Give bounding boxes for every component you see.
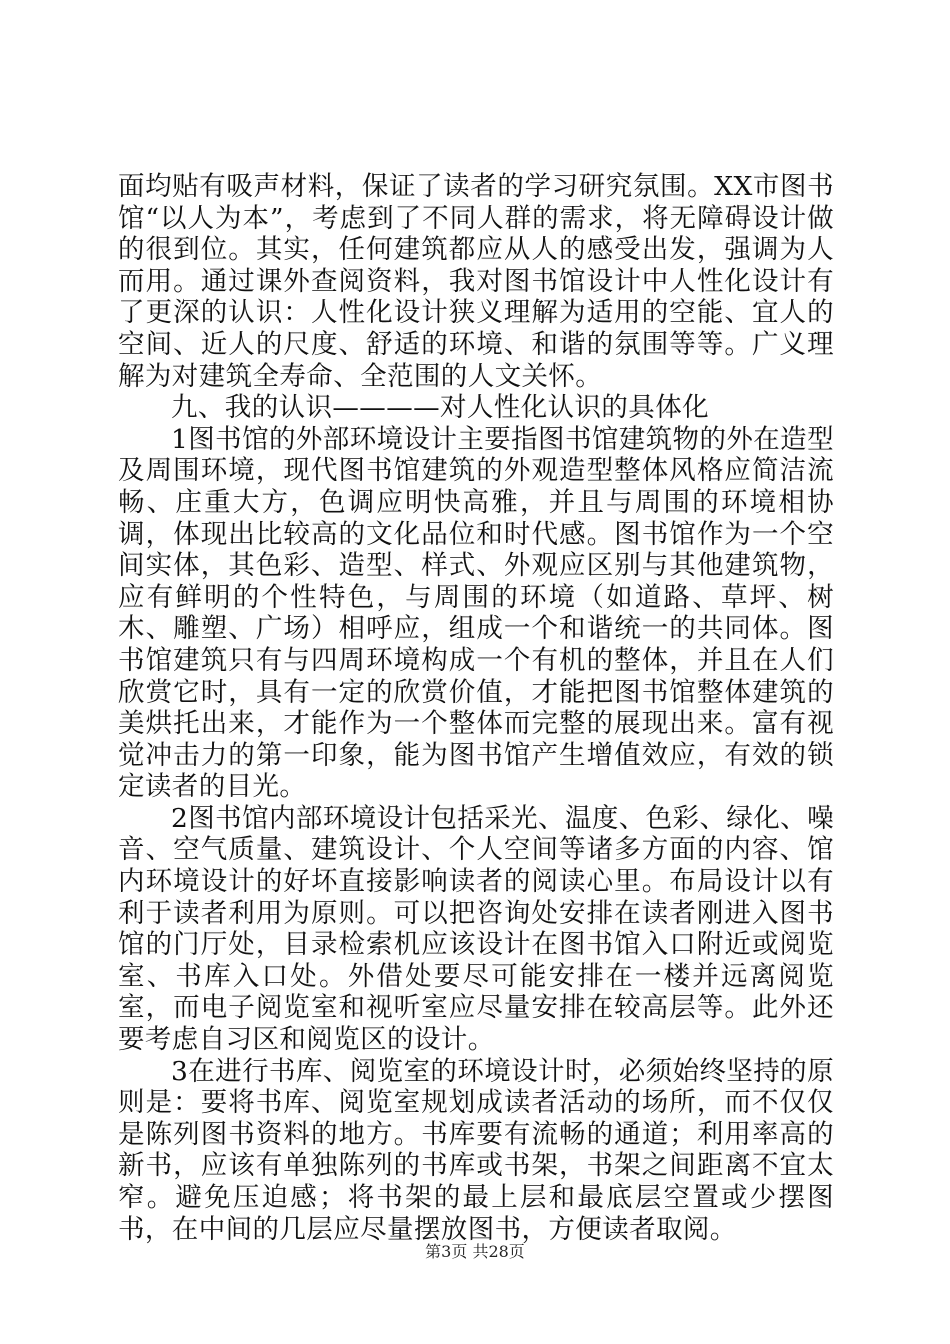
page-number-footer: 第3页 共28页: [425, 1242, 525, 1261]
paragraph-5: 3在进行书库、阅览室的环境设计时，必须始终坚持的原则是：要将书库、阅览室规划成读者活动的场所，而不仅仅是陈列图书资料的地方。书库要有流畅的通道；利用率高的新书，应该有单独陈列的书库或书架，书架之间距离不宜太窄。避免压迫感；将书架的最上层和最底层空置或少摆图书，在中间的几层应尽量摆放图书，方便读者取阅。: [118, 1055, 834, 1245]
document-body: [118, 171, 834, 1245]
paragraph-3: 1图书馆的外部环境设计主要指图书馆建筑物的外在造型及周围环境，现代图书馆建筑的外观造型整体风格应简洁流畅、庄重大方，色调应明快高雅，并且与周围的环境相协调，体现出比较高的文化品位和时代感。图书馆作为一个空间实体，其色彩、造型、样式、外观应区别与其他建筑物，应有鲜明的个性特色，与周围的环境（如道路、草坪、树木、雕塑、广场）相呼应，组成一个和谐统一的共同体。图书馆建筑只有与四周环境构成一个有机的整体，并且在人们欣赏它时，具有一定的欣赏价值，才能把图书馆整体建筑的美烘托出来，才能作为一个整体而完整的展现出来。富有视觉冲击力的第一印象，能为图书馆产生增值效应，有效的锁定读者的目光。: [118, 423, 834, 803]
paragraph-4: 2图书馆内部环境设计包括采光、温度、色彩、绿化、噪音、空气质量、建筑设计、个人空间等诸多方面的内容、馆内环境设计的好坏直接影响读者的阅读心里。布局设计以有利于读者利用为原则。可以把咨询处安排在读者刚进入图书馆的门厅处，目录检索机应该设计在图书馆入口附近或阅览室、书库入口处。外借处要尽可能安排在一楼并远离阅览室，而电子阅览室和视听室应尽量安排在较高层等。此外还要考虑自习区和阅览区的设计。: [118, 802, 834, 1056]
paragraph-1: 面均贴有吸声材料，保证了读者的学习研究氛围。XX市图书馆“以人为本”，考虑到了不同人群的需求，将无障碍设计做的很到位。其实，任何建筑都应从人的感受出发，强调为人而用。通过课外查阅资料，我对图书馆设计中人性化设计有了更深的认识：人性化设计狭义理解为适用的空能、宜人的空间、近人的尺度、舒适的环境、和谐的氛围等等。广义理解为对建筑全寿命、全范围的人文关怀。: [118, 171, 834, 392]
paragraph-2-heading: 九、我的认识————对人性化认识的具体化: [171, 392, 709, 424]
